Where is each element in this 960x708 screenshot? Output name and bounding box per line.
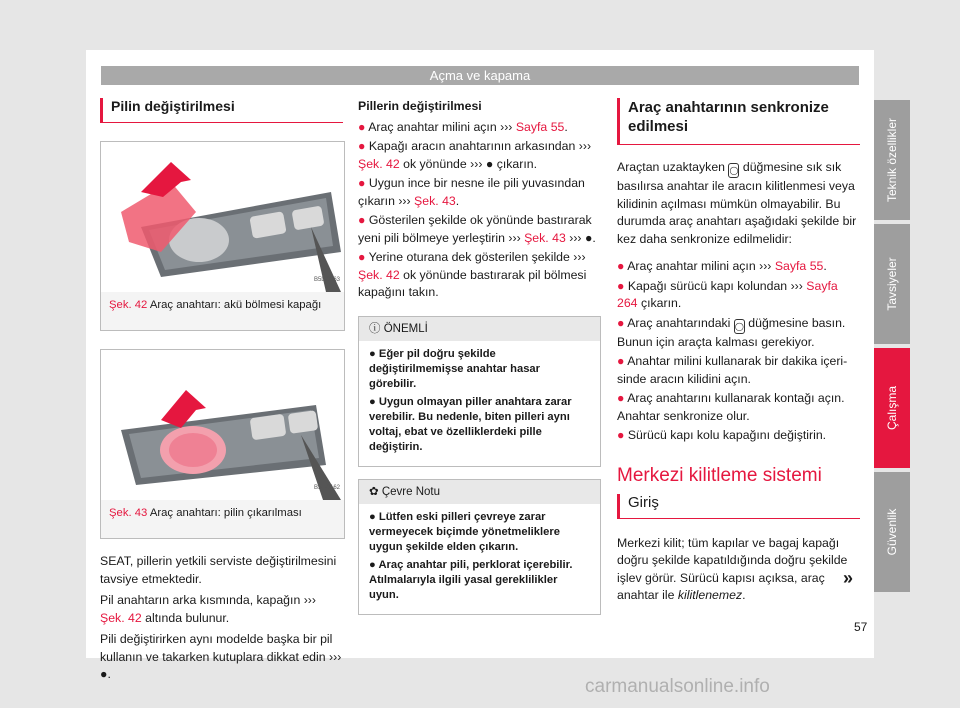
section-title: Araç anahtarının senkronize edilmesi	[617, 98, 860, 145]
figure-42-code: B5L-0163	[313, 276, 340, 283]
warning-body	[359, 341, 600, 466]
subsection-title: Giriş	[617, 494, 860, 519]
list-item: ● Araç anahtarını kullanarak kontağı açın. Anahtar senkronize olur.	[617, 391, 845, 423]
chapter-title: Merkezi kilitleme sistemi	[617, 464, 822, 486]
page-ref-link[interactable]: Sayfa 55	[515, 119, 565, 134]
list-item: ● Yerine oturana dek gösterilen şekilde ››› Şek. 42 ok yönünde bastırarak pil bölmesi kapağını takın.	[358, 250, 587, 299]
environment-note-box	[358, 479, 601, 615]
key-battery-cover-illustration	[101, 142, 344, 292]
warning-icon: ●	[584, 230, 593, 245]
list-item: ● Kapağı aracın anahtarının arkasından ››› Şek. 42 ok yönünde ››› ● çıkarın.	[358, 139, 592, 171]
page-header: Açma ve kapama	[101, 66, 859, 85]
environment-note-body	[359, 504, 600, 614]
figure-43-caption	[101, 500, 344, 538]
paragraph: Pili değiştirirken aynı modelde başka bir pil kullanın ve takarken kutuplara dikkat edin ››› ●.	[100, 632, 342, 681]
figure-ref-link[interactable]: Şek. 43	[414, 193, 456, 208]
figure-42-image	[101, 142, 344, 292]
list-item: ● Araç anahtar milini açın ››› Sayfa 55.	[617, 259, 827, 273]
note-item: ● Lütfen eski pilleri çevreye zarar vermeyecek biçimde yönetmeliklere uygun şekilde elden çıkarın.	[369, 510, 560, 553]
page-ref-link[interactable]: Sayfa 55	[774, 259, 824, 273]
figure-ref-link[interactable]: Şek. 43	[524, 230, 566, 245]
side-tab-operation[interactable]: Çalışma	[874, 348, 910, 468]
figure-42	[100, 141, 345, 331]
list-item: ● Araç anahtarındaki ◯ düğmesine basın. Bunun için araçta kalması gerekiyor.	[617, 315, 846, 349]
page-number: 57	[854, 620, 868, 634]
figure-ref-link[interactable]: Şek. 42	[358, 156, 400, 171]
side-tab-technical[interactable]: Teknik özellikler	[874, 100, 910, 220]
paragraph: SEAT, pillerin yetkili serviste değiştirilmesini tavsiye etmektedir.	[100, 554, 337, 586]
key-unlock-icon: ◯	[734, 319, 745, 334]
paragraph-text: Pili değiştirirken aynı modelde başka bir pil kullanın ve takarken kutuplara dikkat edin	[100, 632, 333, 664]
figure-42-caption-text: Araç anahtarı: akü bölmesi kapağı	[149, 299, 322, 311]
reference-arrow: ›››	[303, 593, 316, 607]
paragraph	[100, 592, 343, 627]
figure-43-label: Şek. 43	[109, 507, 148, 519]
page-ref-link[interactable]: Sayfa 264	[617, 278, 838, 310]
warning-icon: ●	[100, 667, 108, 681]
figure-43-image	[101, 350, 344, 500]
column-3	[617, 98, 860, 609]
warning-item: ● Eğer pil doğru şekilde değiştirilmemişse anahtar hasar görebilir.	[369, 347, 540, 390]
flower-icon: ✿	[369, 485, 379, 498]
watermark: carmanualsonline.info	[585, 676, 770, 697]
warning-box	[358, 316, 601, 467]
column-2	[358, 98, 601, 615]
paragraph-text: altında bulunur.	[145, 610, 230, 625]
figure-43-code: B5L-0162	[313, 484, 340, 491]
warning-header: ⓘ ÖNEMLİ	[359, 317, 600, 341]
paragraph-text: Pil anahtarın arka kısmında, kapağın	[100, 593, 301, 607]
continue-arrow-icon: »	[843, 568, 854, 588]
alert-icon: ⓘ	[369, 322, 381, 335]
list-item: ● Sürücü kapı kolu kapağını değiştirin.	[617, 428, 827, 442]
figure-43-caption-text: Araç anahtarı: pilin çıkarılması	[149, 507, 302, 519]
list-item: ● Uygun ince bir nesne ile pili yuvasından çıkarın ››› Şek. 43.	[358, 176, 585, 208]
section-title: Pilin değiştirilmesi	[100, 98, 343, 123]
list-item: ● Araç anahtar milini açın ››› Sayfa 55.	[358, 119, 568, 134]
key-battery-removal-illustration	[101, 350, 344, 500]
warning-icon: ●	[485, 156, 494, 171]
side-tab-advice[interactable]: Tavsiyeler	[874, 224, 910, 344]
key-unlock-icon: ◯	[728, 163, 739, 178]
paragraph: Merkezi kilit; tüm kapılar ve bagaj kapağı doğru şekilde kapatıldığında doğru şekilde işlev görür. Sürücü kapısı açıksa, araç anahtar ile kilitlenemez.	[617, 535, 848, 602]
warning-item: ● Uygun olmayan piller anahtara zarar verebilir. Bu nedenle, biten pilleri aynı voltaj, ebat ve özelliklerdeki pille değiştirin.	[369, 395, 572, 453]
list-item: ● Kapağı sürücü kapı kolundan ››› Sayfa 264 çıkarın.	[617, 278, 838, 310]
list-item: ● Gösterilen şekilde ok yönünde bastırarak yeni pili bölmeye yerleştirin ››› Şek. 43 ››› ●.	[358, 213, 596, 245]
subsection-title: Pillerin değiştirilmesi	[358, 99, 482, 113]
paragraph: Araçtan uzaktayken ◯ düğmesine sık sık basılırsa anahtar ile aracın kilitlenmesi veya kilidinin açılması mümkün olmayabilir. Bu durumda araç anahtarı aşağıdaki şekilde bir kez daha senkronize edilmelidir:	[617, 160, 857, 246]
note-item: ● Araç anahtar pili, perklorat içerebilir. Atılmalarıyla ilgili yasal gereklilikler uyun.	[369, 558, 573, 601]
environment-note-header: ✿ Çevre Notu	[359, 480, 600, 504]
side-tab-safety[interactable]: Güvenlik	[874, 472, 910, 592]
figure-42-caption	[101, 292, 344, 330]
figure-43	[100, 349, 345, 539]
reference-arrow: ›››	[329, 649, 342, 664]
figure-42-label: Şek. 42	[109, 299, 148, 311]
figure-ref-link[interactable]: Şek. 42	[100, 610, 142, 625]
figure-ref-link[interactable]: Şek. 42	[358, 267, 400, 282]
list-item: ● Anahtar milini kullanarak bir dakika içeri-sinde aracın kilidini açın.	[617, 354, 848, 386]
column-1	[100, 98, 343, 688]
